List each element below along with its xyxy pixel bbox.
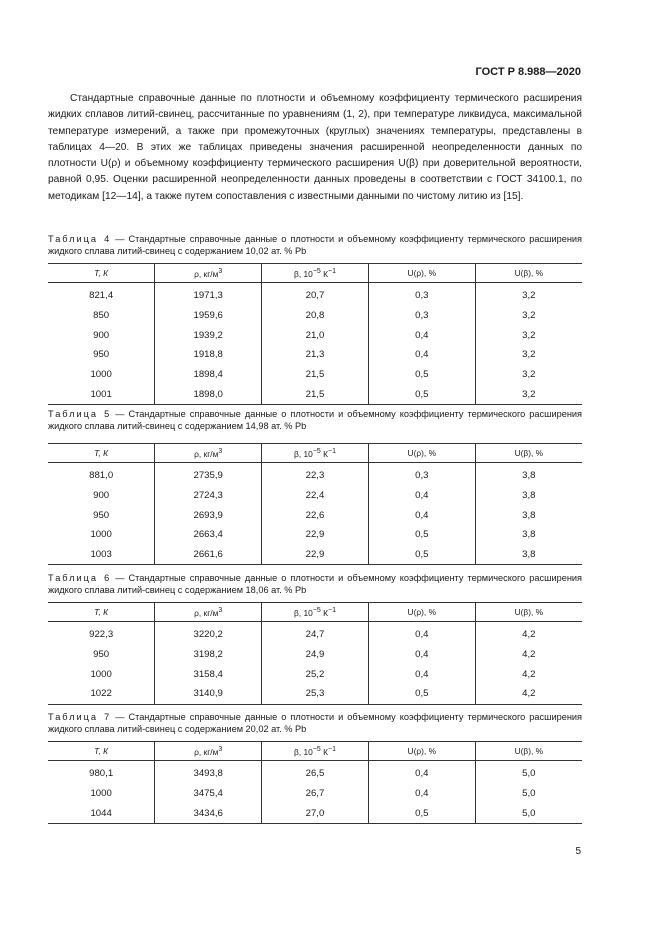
cell-density: 3198,2 [155,645,262,665]
cell-u-density: 0,4 [368,761,475,784]
cell-expansion: 20,7 [262,283,369,306]
table-header-row [48,603,582,622]
cell-u-density: 0,5 [368,384,475,404]
cell-u-density: 0,4 [368,622,475,645]
table-header-row [48,444,582,463]
cell-u-density: 0,4 [368,486,475,506]
cell-u-density: 0,4 [368,345,475,365]
cell-expansion: 22,3 [262,463,369,486]
cell-density: 3140,9 [155,684,262,704]
table-row [48,803,582,823]
col-header-expansion: β, $10^{-5}$ $К^{-1}$ [262,603,369,622]
table-6-title: — Стандартные справочные данные о плотности и объемному коэффициенту термического расширения жидкого сплава литий-свинец с содержанием 18,06 ат. % Pb [48,573,582,595]
table-row [48,525,582,545]
cell-density: 1959,6 [155,306,262,326]
cell-expansion: 24,9 [262,645,369,665]
table-row [48,463,582,486]
cell-expansion: 22,9 [262,545,369,565]
table-row [48,486,582,506]
cell-temperature: 950 [93,649,110,661]
table-row [48,384,582,404]
col-header-u-density: U(ρ), % [368,444,475,463]
cell-temperature: 1001 [48,384,155,404]
table-row [48,325,582,345]
table-row [48,684,582,704]
cell-density: 2724,3 [155,486,262,506]
cell-density: 3475,4 [155,784,262,804]
col-header-u-expansion: U(β), % [475,264,582,283]
table-row [48,345,582,365]
col-header-temperature: T, К [48,264,155,283]
cell-density: 1971,3 [155,283,262,306]
col-header-density: ρ, $кг/м^3$ [155,603,262,622]
cell-expansion: 21,0 [262,325,369,345]
cell-u-density: 0,4 [368,505,475,525]
cell-density: 1898,4 [155,365,262,385]
table-7-label: Таблица 7 [48,712,112,722]
col-header-expansion: β, $10^{-5}$ $К^{-1}$ [262,742,369,761]
table-row [48,622,582,645]
cell-temperature: 1000 [90,668,112,680]
cell-density: 2663,4 [155,525,262,545]
cell-temperature: 1003 [48,545,155,565]
cell-density: 1898,0 [155,384,262,404]
cell-u-expansion: 3,8 [475,486,582,506]
col-header-expansion: β, $10^{-5}$ $К^{-1}$ [262,264,369,283]
cell-u-density: 0,3 [368,463,475,486]
cell-expansion: 24,7 [262,622,369,645]
cell-expansion: 21,5 [262,365,369,385]
cell-u-density: 0,4 [368,664,475,684]
cell-expansion: 26,7 [262,784,369,804]
cell-u-expansion: 5,0 [475,803,582,823]
cell-u-density: 0,5 [368,803,475,823]
cell-temperature: 1000 [90,369,112,381]
page-number: 5 [575,846,581,857]
table-header-row [48,264,582,283]
cell-temperature: 1044 [48,803,155,823]
table-5-caption [48,409,582,432]
cell-density: 3434,6 [155,803,262,823]
cell-u-expansion: 4,2 [475,622,582,645]
table-row [48,664,582,684]
cell-density: 2693,9 [155,505,262,525]
table-4-caption [48,234,582,257]
col-header-u-density: U(ρ), % [368,603,475,622]
col-header-expansion: β, $10^{-5}$ $К^{-1}$ [262,444,369,463]
cell-expansion: 21,3 [262,345,369,365]
cell-temperature: 900 [93,490,110,502]
cell-u-expansion: 3,2 [475,306,582,326]
cell-temperature: 1000 [90,788,112,800]
cell-expansion: 25,3 [262,684,369,704]
table-4-title: — Стандартные справочные данные о плотности и объемному коэффициенту термического расширения жидкого сплава литий-свинец с содержанием 10,02 ат. % Pb [48,234,582,256]
table-header-row [48,742,582,761]
cell-expansion: 21,5 [262,384,369,404]
cell-u-expansion: 3,2 [475,283,582,306]
table-6 [48,602,582,705]
cell-density: 3158,4 [155,664,262,684]
cell-temperature: 1000 [90,529,112,541]
cell-u-density: 0,4 [368,645,475,665]
cell-expansion: 20,8 [262,306,369,326]
cell-u-density: 0,5 [368,365,475,385]
table-6-label: Таблица 6 [48,573,112,583]
col-header-u-expansion: U(β), % [475,742,582,761]
cell-u-density: 0,4 [368,784,475,804]
cell-u-density: 0,3 [368,306,475,326]
table-4 [48,263,582,405]
cell-density: 3493,8 [155,761,262,784]
cell-expansion: 26,5 [262,761,369,784]
cell-temperature: 980,1 [89,768,114,780]
cell-u-density: 0,5 [368,684,475,704]
table-7-title: — Стандартные справочные данные о плотности и объемному коэффициенту термического расширения жидкого сплава литий-свинец с содержанием 20,02 ат. % Pb [48,712,582,734]
cell-temperature: 950 [93,509,110,521]
cell-u-expansion: 3,2 [475,365,582,385]
col-header-u-density: U(ρ), % [368,264,475,283]
cell-u-density: 0,5 [368,545,475,565]
cell-temperature: 850 [93,310,110,322]
cell-u-density: 0,4 [368,325,475,345]
table-row [48,306,582,326]
col-header-density: ρ, $кг/м^3$ [155,264,262,283]
cell-density: 2661,6 [155,545,262,565]
cell-expansion: 22,6 [262,505,369,525]
table-row [48,784,582,804]
cell-expansion: 22,4 [262,486,369,506]
cell-density: 1918,8 [155,345,262,365]
cell-temperature: 821,4 [89,290,114,302]
cell-u-expansion: 4,2 [475,684,582,704]
cell-u-expansion: 5,0 [475,784,582,804]
cell-expansion: 22,9 [262,525,369,545]
cell-temperature: 950 [93,349,110,361]
table-5-title: — Стандартные справочные данные о плотности и объемному коэффициенту термического расширения жидкого сплава литий-свинец с содержанием 14,98 ат. % Pb [48,409,582,431]
table-7-caption [48,712,582,735]
cell-density: 2735,9 [155,463,262,486]
col-header-u-expansion: U(β), % [475,603,582,622]
cell-u-expansion: 3,2 [475,325,582,345]
table-5 [48,443,582,565]
table-7 [48,741,582,824]
cell-u-expansion: 3,8 [475,463,582,486]
cell-u-expansion: 3,2 [475,345,582,365]
col-header-temperature: T, К [48,603,155,622]
table-row [48,505,582,525]
cell-u-expansion: 5,0 [475,761,582,784]
cell-u-expansion: 4,2 [475,645,582,665]
table-row [48,365,582,385]
cell-u-expansion: 3,8 [475,525,582,545]
cell-temperature: 881,0 [89,470,114,482]
col-header-density: ρ, $кг/м^3$ [155,444,262,463]
cell-temperature: 900 [93,329,110,341]
document-id: ГОСТ Р 8.988—2020 [475,66,581,78]
cell-density: 3220,2 [155,622,262,645]
table-row [48,545,582,565]
table-4-label: Таблица 4 [48,234,112,244]
table-row [48,645,582,665]
cell-temperature: 922,3 [89,629,114,641]
cell-u-expansion: 3,2 [475,384,582,404]
col-header-temperature: T, К [48,444,155,463]
cell-u-expansion: 3,8 [475,545,582,565]
cell-temperature: 1022 [48,684,155,704]
table-5-label: Таблица 5 [48,409,112,419]
table-6-caption [48,573,582,596]
intro-paragraph: Стандартные справочные данные по плотности и объемному коэффициенту термического расширения жидких сплавов литий-свинец, рассчитанные по уравнениям (1, 2), при температуре ликвидуса, максимальной температуре измерений, а также при промежуточных (круглых) значениях температуры, представлены в таблицах 4—20. В этих же таблицах приведены значения расширенной неопределенности данных по плотности U(ρ) и объемному коэффициенту термического расширения U(β) при доверительной вероятности, равной 0,95. Оценки расширенной неопределенности данных проведены в соответствии с ГОСТ 34100.1, по методикам [12—14], а также путем сопоставления с известными данными по чистому литию из [15]. [48,93,582,202]
cell-u-expansion: 4,2 [475,664,582,684]
table-row [48,761,582,784]
table-row [48,283,582,306]
col-header-density: ρ, $кг/м^3$ [155,742,262,761]
cell-expansion: 25,2 [262,664,369,684]
col-header-u-density: U(ρ), % [368,742,475,761]
col-header-temperature: T, К [48,742,155,761]
cell-density: 1939,2 [155,325,262,345]
cell-u-density: 0,5 [368,525,475,545]
cell-u-expansion: 3,8 [475,505,582,525]
cell-expansion: 27,0 [262,803,369,823]
col-header-u-expansion: U(β), % [475,444,582,463]
cell-u-density: 0,3 [368,283,475,306]
